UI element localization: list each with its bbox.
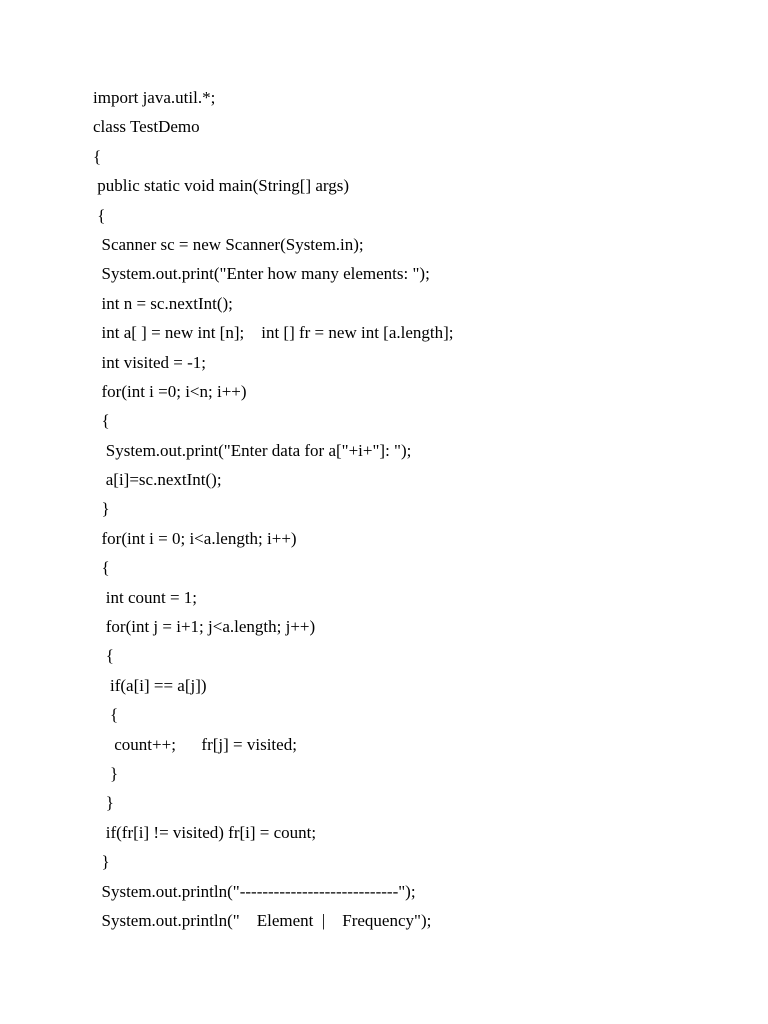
code-line-1: import java.util.*; [93, 88, 216, 107]
code-line-15: } [93, 499, 110, 519]
code-line-10: int visited = -1; [93, 352, 206, 372]
code-line-23: count++; fr[j] = visited; [93, 734, 297, 754]
code-line-5: { [93, 205, 106, 225]
code-line-25: } [93, 793, 114, 813]
code-line-12: { [93, 411, 110, 431]
code-line-14: a[i]=sc.nextInt(); [93, 470, 222, 490]
code-line-11: for(int i =0; i<n; i++) [93, 381, 247, 401]
code-line-27: } [93, 852, 110, 872]
code-line-9: int a[ ] = new int [n]; int [] fr = new int [a.length]; [93, 323, 454, 343]
code-line-20: { [93, 646, 114, 666]
code-listing [93, 83, 454, 935]
code-line-24: } [93, 763, 119, 783]
code-line-22: { [93, 705, 119, 725]
code-line-13: System.out.print("Enter data for a["+i+"]: "); [93, 440, 412, 460]
code-line-2: class TestDemo [93, 117, 200, 137]
code-line-19: for(int j = i+1; j<a.length; j++) [93, 617, 316, 637]
code-line-8: int n = sc.nextInt(); [93, 293, 233, 313]
code-line-17: { [93, 558, 110, 578]
code-line-28: System.out.println("----------------------------"); [93, 881, 416, 901]
code-line-18: int count = 1; [93, 587, 198, 607]
code-line-29: System.out.println(" Element | Frequency"); [93, 910, 432, 930]
code-line-16: for(int i = 0; i<a.length; i++) [93, 528, 297, 548]
code-line-21: if(a[i] == a[j]) [93, 675, 207, 695]
code-line-26: if(fr[i] != visited) fr[i] = count; [93, 822, 317, 842]
code-line-6: Scanner sc = new Scanner(System.in); [93, 234, 364, 254]
code-line-7: System.out.print("Enter how many elements: "); [93, 264, 430, 284]
code-line-3: { [93, 146, 102, 166]
code-line-4: public static void main(String[] args) [93, 176, 350, 196]
